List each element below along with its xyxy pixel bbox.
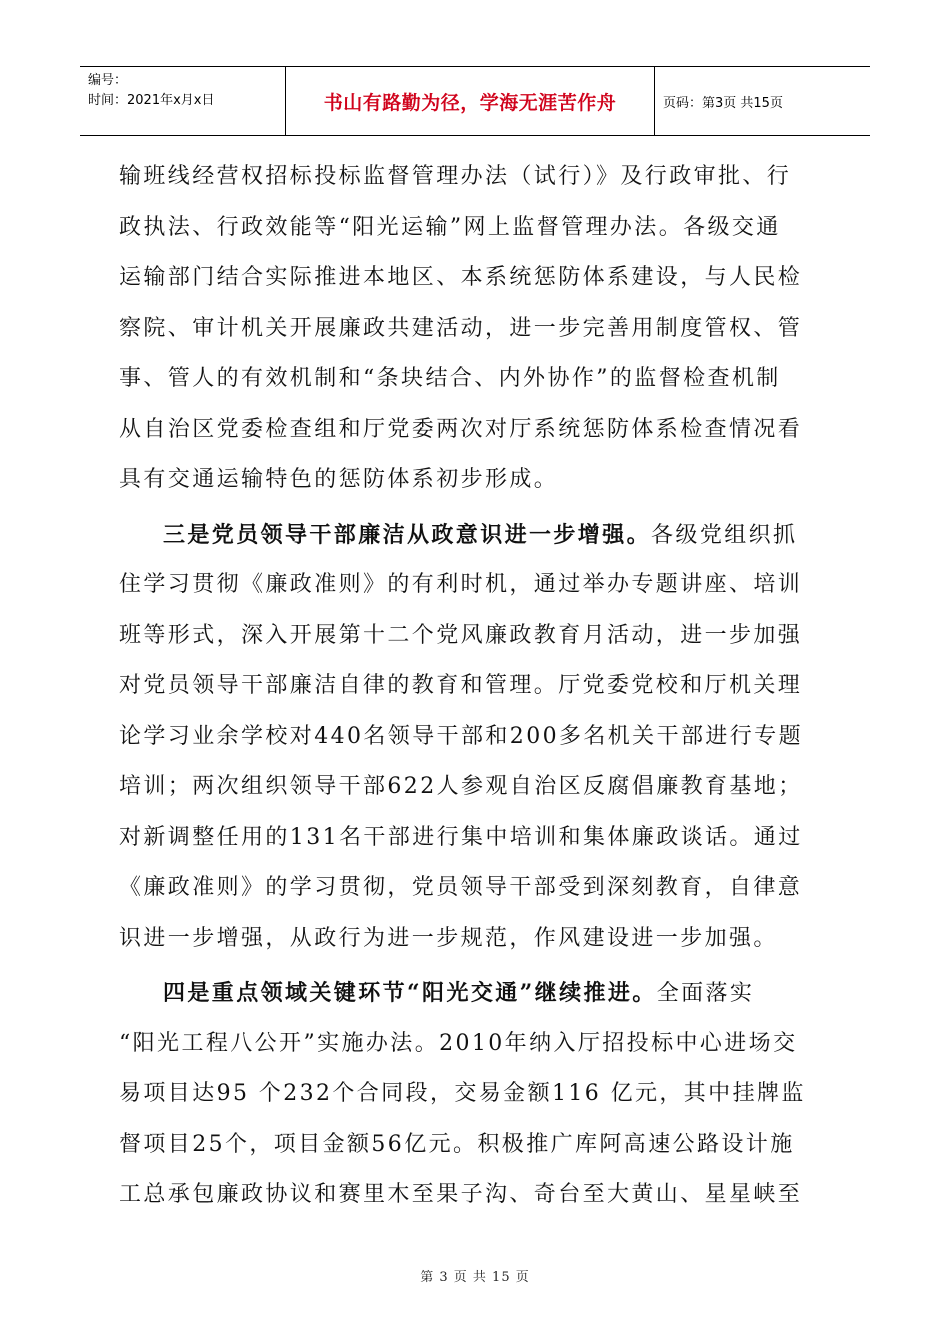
body-line: 培训；两次组织领导干部622人参观自治区反腐倡廉教育基地；: [119, 774, 803, 799]
header-info-cell: [80, 67, 285, 135]
body-line: 工总承包廉政协议和赛里木至果子沟、奇台至大黄山、星星峡至: [119, 1182, 803, 1207]
document-header: [80, 66, 870, 136]
body-line: 易项目达95 个232个合同段，交易金额116 亿元，其中挂牌监: [119, 1081, 806, 1106]
header-motto: 书山有路勤为径，学海无涯苦作舟: [285, 67, 655, 135]
body-line: 事、管人的有效机制和“条块结合、内外协作”的监督检查机制: [119, 366, 781, 391]
body-line: 运输部门结合实际推进本地区、本系统惩防体系建设，与人民检: [119, 265, 803, 290]
paragraph-1: [119, 152, 829, 506]
body-line: 对党员领导干部廉洁自律的教育和管理。厅党委党校和厅机关理: [119, 673, 803, 698]
body-line: 察院、审计机关开展廉政共建活动，进一步完善用制度管权、管: [119, 315, 803, 341]
document-time-label: 时间：2021年x月x日: [88, 93, 215, 108]
body-line: 具有交通运输特色的惩防体系初步形成。: [119, 467, 559, 492]
paragraph-2: [119, 510, 829, 965]
body-line: 住学习贯彻《廉政准则》的有利时机，通过举办专题讲座、培训: [119, 572, 803, 597]
body-line: 政执法、行政效能等“阳光运输”网上监督管理办法。各级交通: [119, 214, 781, 240]
paragraph-heading: 三是党员领导干部廉洁从政意识进一步增强。: [163, 521, 652, 548]
paragraph-3: [119, 968, 829, 1221]
body-line: 督项目25个，项目金额56亿元。积极推广库阿高速公路设计施: [119, 1131, 795, 1157]
body-line: 班等形式，深入开展第十二个党风廉政教育月活动，进一步加强: [119, 622, 803, 648]
body-line: 输班线经营权招标投标监督管理办法（试行）》及行政审批、行: [119, 164, 792, 189]
header-page-number: 页码：第3页 共15页: [663, 95, 783, 111]
body-text: 全面落实: [656, 981, 755, 1006]
body-text: 各级党组织抓: [651, 522, 798, 548]
document-body: [119, 152, 829, 1221]
paragraph-first-line: [119, 968, 829, 1019]
body-line: “阳光工程八公开”实施办法。2010年纳入厅招投标中心进场交: [119, 1030, 798, 1056]
body-line: 从自治区党委检查组和厅党委两次对厅系统惩防体系检查情况看: [119, 416, 803, 442]
body-line: 对新调整任用的131名干部进行集中培训和集体廉政谈话。通过: [119, 824, 803, 850]
body-line: 识进一步增强，从政行为进一步规范，作风建设进一步加强。: [119, 925, 778, 951]
body-line: 《廉政准则》的学习贯彻，党员领导干部受到深刻教育，自律意: [119, 875, 803, 900]
paragraph-heading: 四是重点领域关键环节“阳光交通”继续推进。: [163, 980, 657, 1006]
paragraph-first-line: [119, 510, 829, 561]
page-footer: 第 3 页 共 15 页: [420, 1270, 530, 1285]
document-number-label: 编号：: [88, 73, 128, 88]
body-line: 论学习业余学校对440名领导干部和200多名机关干部进行专题: [119, 723, 803, 749]
